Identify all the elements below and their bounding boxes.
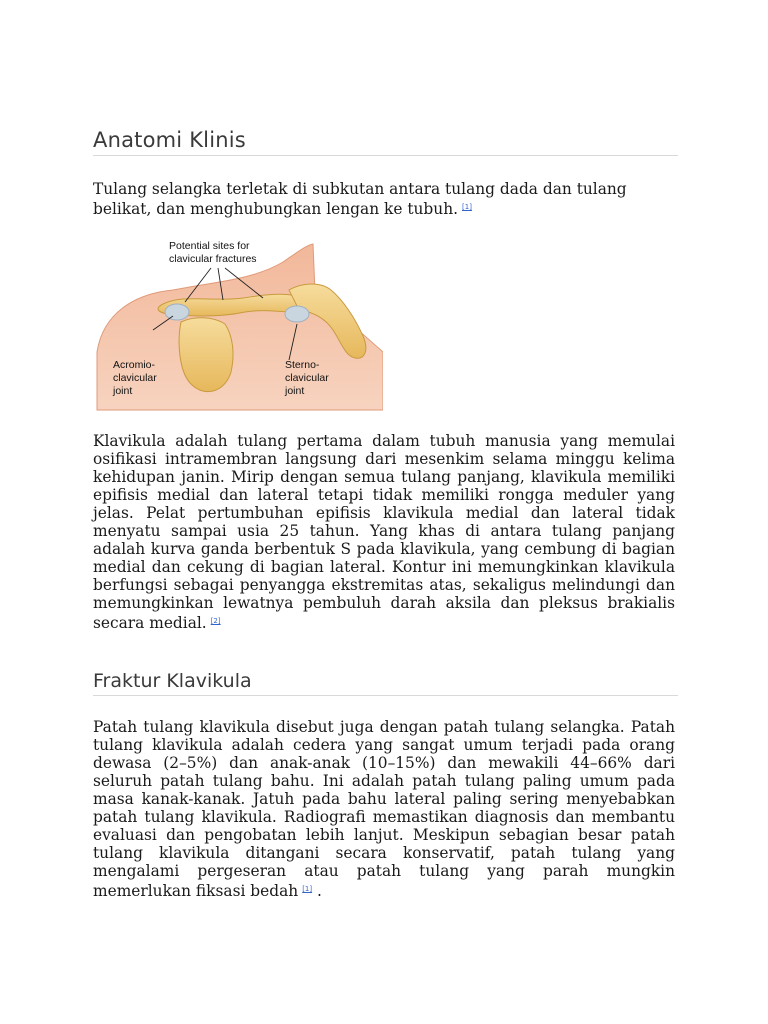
acromioclavicular-joint [165, 304, 189, 320]
figure-label-top-line2: clavicular fractures [169, 253, 257, 265]
figure-label-right-line2: clavicular [285, 372, 329, 384]
figure-label-top-line1: Potential sites for [169, 240, 250, 252]
sternoclavicular-joint [285, 306, 309, 322]
paragraph-fracture-description [93, 718, 675, 900]
paragraph-fracture-end: . [312, 882, 322, 900]
section-title-anatomi-klinis: Anatomi Klinis [93, 128, 678, 156]
citation-link-1[interactable]: [1] [462, 203, 472, 211]
paragraph-intro [93, 180, 675, 218]
citation-link-2[interactable]: [2] [210, 617, 221, 625]
figure-label-left-line2: clavicular [113, 372, 157, 384]
figure-label-left-line3: joint [113, 385, 133, 397]
clavicle-anatomy-figure [93, 232, 383, 412]
paragraph-clavicle-text: Klavikula adalah tulang pertama dalam tubuh manusia yang memulai osifikasi intramembran langsung dari mesenkim selama minggu kelima kehidupan janin. Mirip dengan semua tulang panjang, klavikula memiliki epifisis medial dan lateral tetapi tidak memiliki rongga meduler yang jelas. Pelat pertumbuhan epifisis klavikula medial dan lateral tidak menyatu sampai usia 25 tahun. Yang khas di antara tulang panjang adalah kurva ganda berbentuk S pada klavikula, yang cembung di bagian medial dan cekung di bagian lateral. Kontur ini memungkinkan klavikula berfungsi sebagai penyangga ekstremitas atas, sekaligus melindungi dan memungkinkan lewatnya pembuluh darah aksila dan pleksus brakialis secara medial. [93, 432, 675, 632]
figure-label-left-line1: Acromio- [113, 359, 156, 371]
paragraph-intro-text: Tulang selangka terletak di subkutan antara tulang dada dan tulang belikat, dan menghubungkan lengan ke tubuh. [93, 180, 627, 218]
figure-label-right-line3: joint [285, 385, 305, 397]
figure-label-right-line1: Sterno- [285, 359, 320, 371]
citation-link-3[interactable]: [1] [302, 885, 313, 893]
paragraph-clavicle-description [93, 432, 675, 632]
paragraph-fracture-text: Patah tulang klavikula disebut juga dengan patah tulang selangka. Patah tulang klavikula adalah cedera yang sangat umum terjadi pada orang dewasa (2–5%) dan anak-anak (10–15%) dan mewakili 44–66% dari seluruh patah tulang bahu. Ini adalah patah tulang paling umum pada masa kanak-kanak. Jatuh pada bahu lateral paling sering menyebabkan patah tulang klavikula. Radiografi memastikan diagnosis dan membantu evaluasi dan pengobatan lebih lanjut. Meskipun sebagian besar patah tulang klavikula ditangani secara konservatif, patah tulang yang mengalami pergeseran atau patah tulang yang parah mungkin memerlukan fiksasi bedah [93, 718, 675, 900]
section-title-fraktur-klavikula: Fraktur Klavikula [93, 670, 678, 696]
